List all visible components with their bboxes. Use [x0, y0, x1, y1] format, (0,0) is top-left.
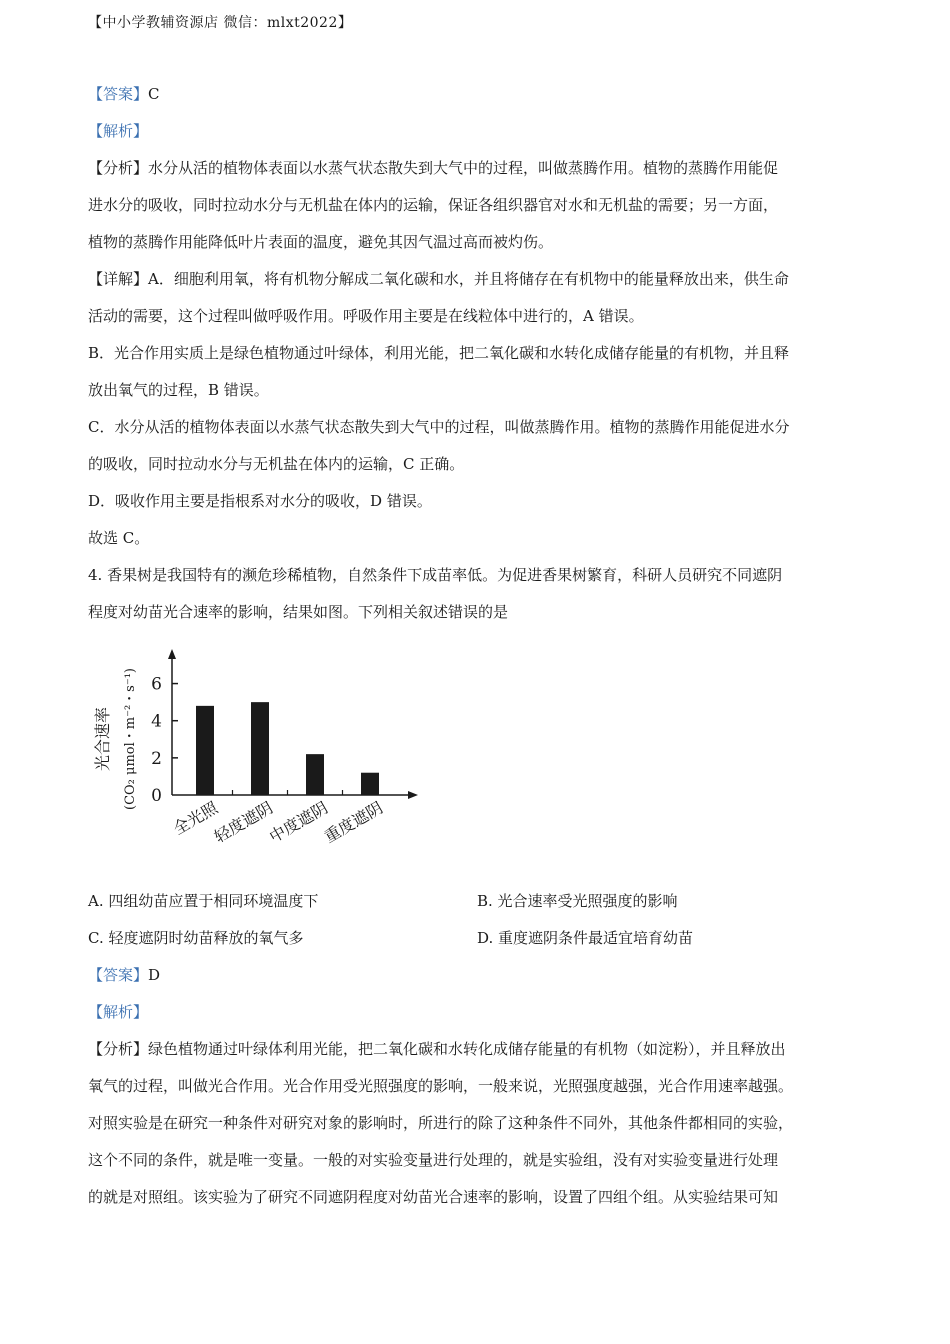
- page-header: 【中小学教辅资源店 微信：mlxt2022】: [88, 15, 353, 31]
- q4-analysis-line: 对照实验是在研究一种条件对研究对象的影响时，所进行的除了这种条件不同外，其他条件都相同的实验，: [88, 1114, 794, 1132]
- answer-value: D: [148, 966, 161, 984]
- x-tick-label: 轻度遮阴: [211, 798, 276, 847]
- q4-analysis-line: 这个不同的条件，就是唯一变量。一般的对实验变量进行处理的，就是实验组，没有对实验变量进行处理: [88, 1151, 779, 1169]
- y-tick-label: 4: [151, 711, 162, 732]
- q3-analysis-line: 进水分的吸收，同时拉动水分与无机盐在体内的运输，保证各组织器官对水和无机盐的需要；另一方面，: [88, 196, 779, 214]
- bar: [196, 706, 214, 795]
- q3-conclusion-line: 故选 C。: [88, 529, 150, 547]
- answer-tag: 【答案】: [88, 966, 149, 984]
- q4-analysis-line: 的就是对照组。该实验为了研究不同遮阴程度对幼苗光合速率的影响，设置了四组个组。从实验结果可知: [88, 1188, 779, 1206]
- q3-detail-line: 的吸收，同时拉动水分与无机盐在体内的运输，C 正确。: [88, 455, 465, 473]
- x-tick-label: 重度遮阴: [321, 798, 386, 847]
- y-axis-label: 光合速率: [93, 706, 112, 772]
- q3-detail-line: 放出氧气的过程，B 错误。: [88, 381, 269, 399]
- x-axis-arrow: [408, 791, 418, 799]
- option-b[interactable]: B. 光合速率受光照强度的影响: [477, 892, 678, 910]
- q4-stem-line: 4. 香果树是我国特有的濒危珍稀植物，自然条件下成苗率低。为促进香果树繁育，科研人员研究不同遮阴: [88, 566, 783, 584]
- q4-chart-area: [88, 631, 866, 883]
- q3-analysis-line: 【分析】水分从活的植物体表面以水蒸气状态散失到大气中的过程，叫做蒸腾作用。植物的蒸腾作用能促: [88, 159, 779, 177]
- q4-options-row: [88, 883, 866, 920]
- x-tick-label: 中度遮阴: [266, 798, 331, 847]
- q4-stem-line: 程度对幼苗光合速率的影响，结果如图。下列相关叙述错误的是: [88, 603, 509, 621]
- bar-chart: [88, 637, 428, 877]
- y-tick-label: 2: [151, 748, 162, 769]
- answer-value: C: [148, 85, 160, 103]
- q3-detail-line: 活动的需要，这个过程叫做呼吸作用。呼吸作用主要是在线粒体中进行的，A 错误。: [88, 307, 644, 325]
- q4-analysis-line: 【分析】绿色植物通过叶绿体利用光能，把二氧化碳和水转化成储存能量的有机物（如淀粉），并且释放出: [88, 1040, 786, 1058]
- answer-tag: 【答案】: [88, 85, 149, 103]
- q4-answer-line: [88, 957, 866, 994]
- q4-options-row: [88, 920, 866, 957]
- q4-analysis-heading: 【解析】: [88, 1003, 149, 1021]
- bar: [251, 702, 269, 795]
- q4-analysis-line: 氧气的过程，叫做光合作用。光合作用受光照强度的影响，一般来说，光照强度越强，光合作用速率越强。: [88, 1077, 794, 1095]
- x-tick-label: 全光照: [169, 798, 221, 839]
- bar: [361, 773, 379, 795]
- q3-detail-line: 【详解】A．细胞利用氧，将有机物分解成二氧化碳和水，并且将储存在有机物中的能量释放出来，供生命: [88, 270, 789, 288]
- q3-analysis-heading: 【解析】: [88, 122, 149, 140]
- q3-detail-line: C．水分从活的植物体表面以水蒸气状态散失到大气中的过程，叫做蒸腾作用。植物的蒸腾作用能促进水分: [88, 418, 790, 436]
- q3-detail-line: B．光合作用实质上是绿色植物通过叶绿体，利用光能，把二氧化碳和水转化成储存能量的有机物，并且释: [88, 344, 790, 362]
- q3-analysis-line: 植物的蒸腾作用能降低叶片表面的温度，避免其因气温过高而被灼伤。: [88, 233, 554, 251]
- option-a[interactable]: A. 四组幼苗应置于相同环境温度下: [88, 892, 319, 910]
- y-axis-arrow: [168, 649, 176, 659]
- bar: [306, 754, 324, 795]
- option-c[interactable]: C. 轻度遮阴时幼苗释放的氧气多: [88, 929, 304, 947]
- q3-detail-line: D．吸收作用主要是指根系对水分的吸收，D 错误。: [88, 492, 432, 510]
- y-tick-label: 0: [151, 786, 162, 806]
- y-tick-label: 6: [151, 674, 162, 695]
- document-body: [88, 76, 866, 1216]
- option-d[interactable]: D. 重度遮阴条件最适宜培育幼苗: [477, 929, 694, 947]
- y-axis-unit: (CO₂ μmol・m⁻²・s⁻¹): [123, 668, 138, 810]
- q3-answer-line: [88, 76, 866, 113]
- chart-axes: [93, 668, 138, 810]
